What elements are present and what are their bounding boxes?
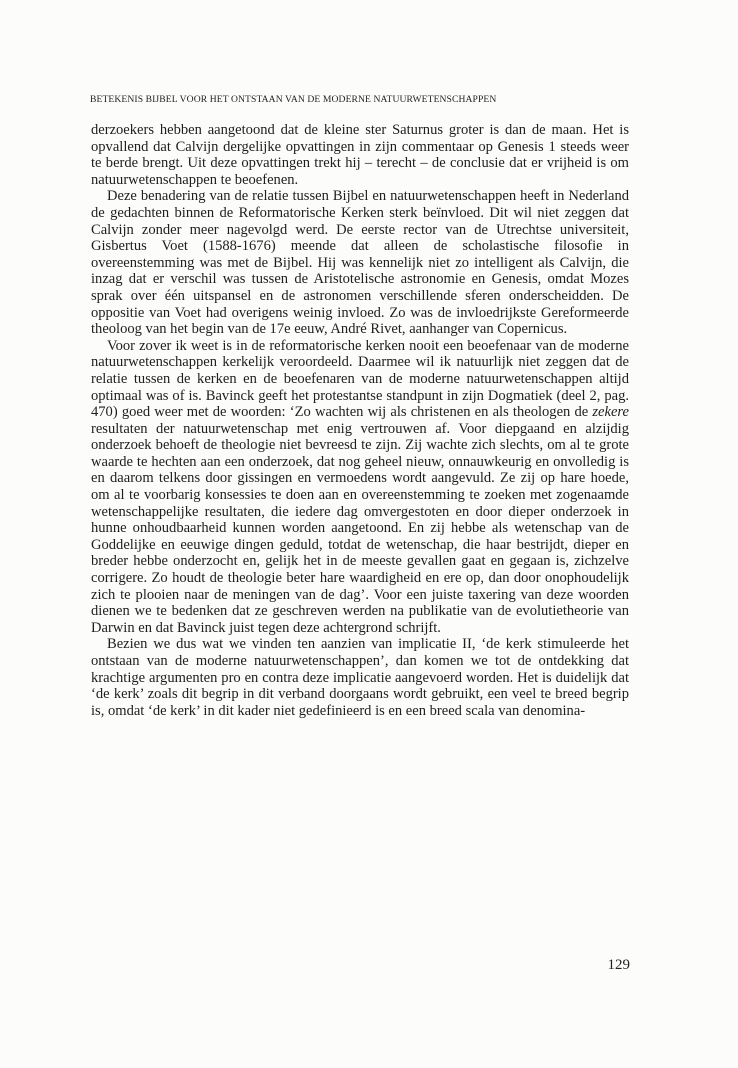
paragraph-calvijn-influence: Deze benadering van de relatie tussen Bijbel en natuurwetenschappen heeft in Nederland de gedachten binnen de Reformatorische Kerken sterk beïnvloed. Dit wil niet zeggen dat Calvijn zonder meer nagevolgd werd. De eerste rector van de Utrechtse universiteit, Gisbertus Voet (1588-1676) meende dat alleen de scholastische filosofie in overeenstemming was met de Bijbel. Hij was kennelijk niet zo intelligent als Calvijn, die inzag dat er verschil was tussen de Aristotelische astronomie en Genesis, omdat Mozes sprak over één uitspansel en de astronomen verschillende sferen onderscheidden. De oppositie van Voet had overigens weinig invloed. Zo was de invloedrijkste Gereformeerde theoloog van het begin van de 17e eeuw, André Rivet, aanhanger van Copernicus. [91, 188, 629, 338]
body-text [91, 122, 629, 719]
paragraph-implication-ii: Bezien we dus wat we vinden ten aanzien van implicatie II, ‘de kerk stimuleerde het ontstaan van de moderne natuurwetenschappen’, dan komen we tot de ontdekking dat krachtige argumenten pro en contra deze implicatie aangevoerd worden. Het is duidelijk dat ‘de kerk’ zoals dit begrip in dit verband doorgaans wordt gebruikt, een veel te breed begrip is, omdat ‘de kerk’ in dit kader niet gedefinieerd is en een breed scala van denomina- [91, 636, 629, 719]
paragraph-text: Voor zover ik weet is in de reformatorische kerken nooit een beoefenaar van de moderne natuurwetenschappen kerkelijk veroordeeld. Daarmee wil ik natuurlijk niet zeggen dat de relatie tussen de kerken en de beoefenaren van de moderne natuurwetenschappen altijd optimaal was of is. Bavinck geeft het protestantse standpunt in zijn Dogmatiek (deel 2, pag. 470) goed weer met de woorden: ‘Zo wachten wij als christenen en als theologen de [91, 337, 629, 421]
running-head: BETEKENIS BIJBEL VOOR HET ONTSTAAN VAN DE MODERNE NATUURWETENSCHAPPEN [90, 94, 497, 105]
paragraph-continuation: derzoekers hebben aangetoond dat de kleine ster Saturnus groter is dan de maan. Het is opvallend dat Calvijn dergelijke opvattingen in zijn commentaar op Genesis 1 steeds weer te berde brengt. Uit deze opvattingen trekt hij – terecht – de conclusie dat er vrijheid is om natuurwetenschappen te beoefenen. [91, 122, 629, 188]
page-number: 129 [607, 957, 630, 973]
paragraph-text: resultaten der natuurwetenschap met enig vertrouwen af. Voor diepgaand en alzijdig onderzoek behoeft de theologie niet bevreesd te zijn. Zij wachte zich slechts, om al te grote waarde te hechten aan een onderzoek, dat nog geheel nieuw, onnauwkeurig en onvolledig is en daarom telkens door gissingen en vermoedens wordt aangevuld. Ze zij op hare hoede, om al te voorbarig konsessies te doen aan en overeenstemming te zoeken met zogenaamde wetenschappelijke resultaten, die iedere dag omvergestoten en door dieper onderzoek in hunne onhoudbaarheid kunnen worden aangetoond. En zij hebbe als wetenschap van de Goddelijke en eeuwige dingen geduld, totdat de wetenschap, die haar bestrijdt, dieper en breder hebbe onderzocht en, gelijk het in de meeste gevallen gaat en gegaan is, zichzelve corrigere. Zo houdt de theologie beter hare waardigheid en ere op, dan door onophoudelijk zich te plooien naar de meningen van de dag’. Voor een juiste taxering van deze woorden dienen we te bedenken dat ze geschreven werden na publikatie van de evolutietheorie van Darwin en dat Bavinck juist tegen deze achtergrond schrijft. [91, 420, 629, 636]
paragraph-bavinck-quote [91, 338, 629, 637]
emphasized-word: zekere [592, 404, 629, 421]
